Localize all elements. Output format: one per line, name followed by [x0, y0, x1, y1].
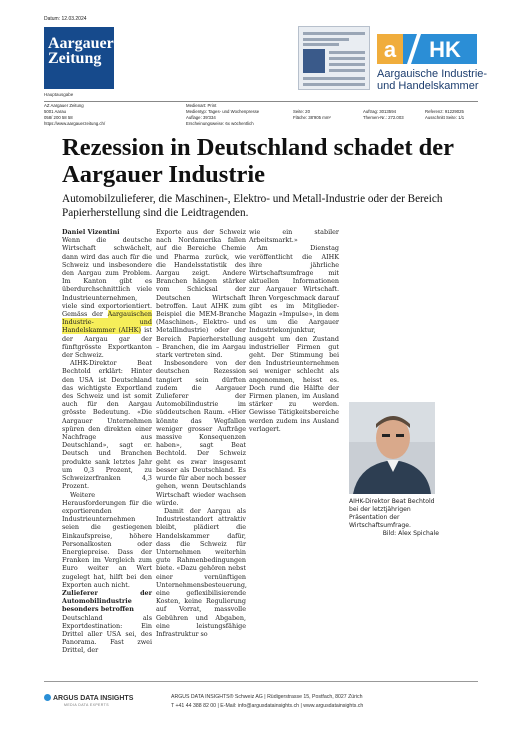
media-frequency: Erscheinungsweise: 6x wöchentlich — [186, 121, 254, 126]
footer-contact: T +41 44 388 82 00 | E-Mail: info@argusdatainsights.ch | www.argusdatainsights.ch — [171, 703, 364, 709]
reference-info — [425, 109, 464, 121]
media-info — [186, 103, 259, 127]
newspaper-logo-line1: Aargauer — [48, 35, 114, 52]
header-divider — [44, 101, 478, 102]
order-info — [363, 109, 404, 121]
media-category: Medientyp: Tages- und Wochenpresse — [186, 109, 260, 114]
article-column-1 — [62, 228, 152, 655]
publisher-url: https://www.aargauerzeitung.ch/ — [44, 121, 106, 126]
footer-divider — [44, 681, 478, 682]
edition-label: Hauptausgabe — [44, 92, 74, 97]
argus-brand: ARGUS DATA INSIGHTS — [53, 695, 134, 702]
ahk-name — [377, 68, 487, 92]
paragraph: Insbesondere von der deutschen Rezession tangiert sein dürften zudem die Aargauer Zulieferer der Automobilindustrie im süddeutschen Raum. «Hier könnte das Wegfallen weniger grosser Aufträge massive Konsequenzen haben», sagt Beat Bechtold. Der Schweiz geht es zwar insgesamt besser als Deutschland. Es wurde für aber noch besser gehen, wenn Deutschlands Wirtschaft wieder wachsen würde. — [156, 359, 246, 507]
clipping-page: Ausschnitt Seite: 1/1 — [425, 115, 465, 120]
article-column-2 — [156, 228, 246, 638]
argus-tagline: MEDIA DATA EXPERTS — [64, 703, 109, 707]
paragraph-text: ist der Aargau gar der fünftgrösste Exportkanton der Schweiz. — [62, 326, 152, 360]
photo-credit: Bild: Alex Spichale — [382, 530, 439, 537]
article-column-3 — [249, 228, 339, 433]
media-circulation: Auflage: 39'334 — [186, 115, 216, 120]
page-number: Seite: 20 — [293, 109, 310, 114]
article-headline: Rezession in Deutschland schadet der Aargauer Industrie — [62, 134, 454, 188]
svg-text:HK: HK — [429, 37, 461, 62]
reference-number: Referenz: 91229025 — [425, 109, 464, 114]
article-crosshead: Zulieferer der Automobilindustrie besonders betroffen — [62, 588, 152, 614]
photo-caption — [349, 498, 439, 538]
page-info — [293, 109, 331, 121]
article-author: Daniel Vizentini — [62, 228, 120, 236]
paragraph: wie ein stabiler Arbeitsmarkt.» — [249, 228, 339, 245]
publisher-city: 5001 Aarau — [44, 109, 66, 114]
topic-number: Themen-Nr.: 272.003 — [363, 115, 404, 120]
portrait-photo — [349, 402, 435, 494]
paragraph: Damit der Aargau als Industriestandort attraktiv bleibt, plädiert die Handelskammer dafür, dass die Schweiz für Unternehmen weiterhin gute Rahmenbedingungen biete. «Dazu gehören nebst einer vernünftigen Unternehmensbesteuerung, eine geflexibilisierende Kosten, keine Regulierung auf Vorrat, massvolle Gebühren und Abgaben, eine leistungsfähige Infrastruktur so — [156, 506, 247, 638]
footer-address: ARGUS DATA INSIGHTS® Schweiz AG | Rüdigerstrasse 15, Postfach, 8027 Zürich — [171, 694, 363, 700]
ahk-name-line1: Aargauische Industrie- — [377, 68, 488, 80]
paragraph: Exporte aus der Schweiz nach Nordamerika fallen auf die Bereiche Chemie und Pharma zurück, wie die Handelsstatistik des Aargau zeigt. Andere Branchen hängen stärker vom Schicksal der Deutschen Wirtschaft betroffen. Laut AIHK zum Beispiel die MEM-Branche (Maschinen-, Elektro- und Metallindustrie) oder der Bereich Papierherstellung – Branchen, die im Aargau stark vertreten sind. — [156, 228, 246, 360]
ahk-name-line2: und Handelskammer — [377, 80, 479, 92]
paragraph-text: Wenn die deutsche Wirtschaft schwächelt, dann wird das auch für die Schweiz und insbesondere den Aargau zum Problem. Im Kanton gibt es überdurchschnittlich viele Industrieunternehmen, viele sind exportorientiert. Gemäss der — [62, 236, 152, 319]
clipping-date: Datum: 12.03.2024 — [44, 16, 87, 22]
paragraph: AIHK-Direktor Beat Bechtold erklärt: Hinter den USA ist Deutschland das wichtigste Exportland des Schweiz und ist somit auch für den Aargau grösste Bedeutung. «Die Aargauer Unternehmen spüren den direkten einer Nachfrage aus Deutschland», sagt er. Deutsch und Branchen produkte sank letztes Jahr um 0,3 Prozent, zu Schweizerfranken 4,3 Prozent. — [62, 359, 152, 491]
newspaper-logo-line2: Zeitung — [48, 50, 102, 67]
page-thumbnail — [298, 26, 370, 90]
publisher-name: AZ Aargauer Zeitung — [44, 103, 84, 108]
highlighted-organization: Aargauischen Industrie- und Handelskammer (AIHK) — [62, 310, 152, 335]
paragraph: Weitere Herausforderungen für die exportierenden Industrieunternehmen seien die gestiegenen Einkaufspreise, höhere Personalkosten oder Energiepreise. Dass der Franken im Vergleich zum Euro weiter an Wert zugelegt hat, hilft bei den Exporten auch nicht. — [62, 490, 152, 589]
argus-logo — [44, 694, 133, 702]
page-area: Fläche: 38'905 mm² — [293, 115, 331, 120]
paragraph — [62, 236, 152, 359]
media-type: Medienart: Print — [186, 103, 217, 108]
svg-text:a: a — [383, 37, 397, 62]
order-number: Auftrag: 3013594 — [363, 109, 396, 114]
publisher-info — [44, 103, 105, 127]
caption-text: AIHK-Direktor Beat Bechtold bei der letztjährigen Präsentation der Wirtschaftsumfrage. — [349, 498, 435, 529]
paragraph: Am Dienstag veröffentlicht die AIHK ihre jährliche Wirtschaftsumfrage mit aktuellen Informationen zur Aargauer Wirtschaft. Ihren Vorgeschmack darauf gibt es im Mitglieder-Magazin «Impulse», in dem es um die Aargauer Industriekonjunktur, ausgeht um den Zustand industrieller Firmen gut geht. Der Stimmung bei den Industrieunternehmen sei weniger schlecht als angenommen, heisst es. Doch rund die Hälfte der Firmen planen, im Ausland stärker zu werden. Gewisse Tätigkeitsbereiche werden zudem ins Ausland verlagert. — [249, 244, 340, 433]
argus-logo-icon — [44, 694, 51, 701]
article-subhead: Automobilzulieferer, die Maschinen-, Elektro- und Metall-Industrie oder der Bereich Papierherstellung sind die Leidtragenden. — [62, 193, 443, 219]
publisher-phone: 058/ 200 58 58 — [44, 115, 73, 120]
ahk-logo-icon — [377, 34, 477, 64]
paragraph: Deutschland als Exportdestination: Ein Drittel aller USA sei, des Panorama. Fast zwei Drittel, der — [62, 613, 152, 655]
newspaper-logo — [44, 27, 114, 89]
